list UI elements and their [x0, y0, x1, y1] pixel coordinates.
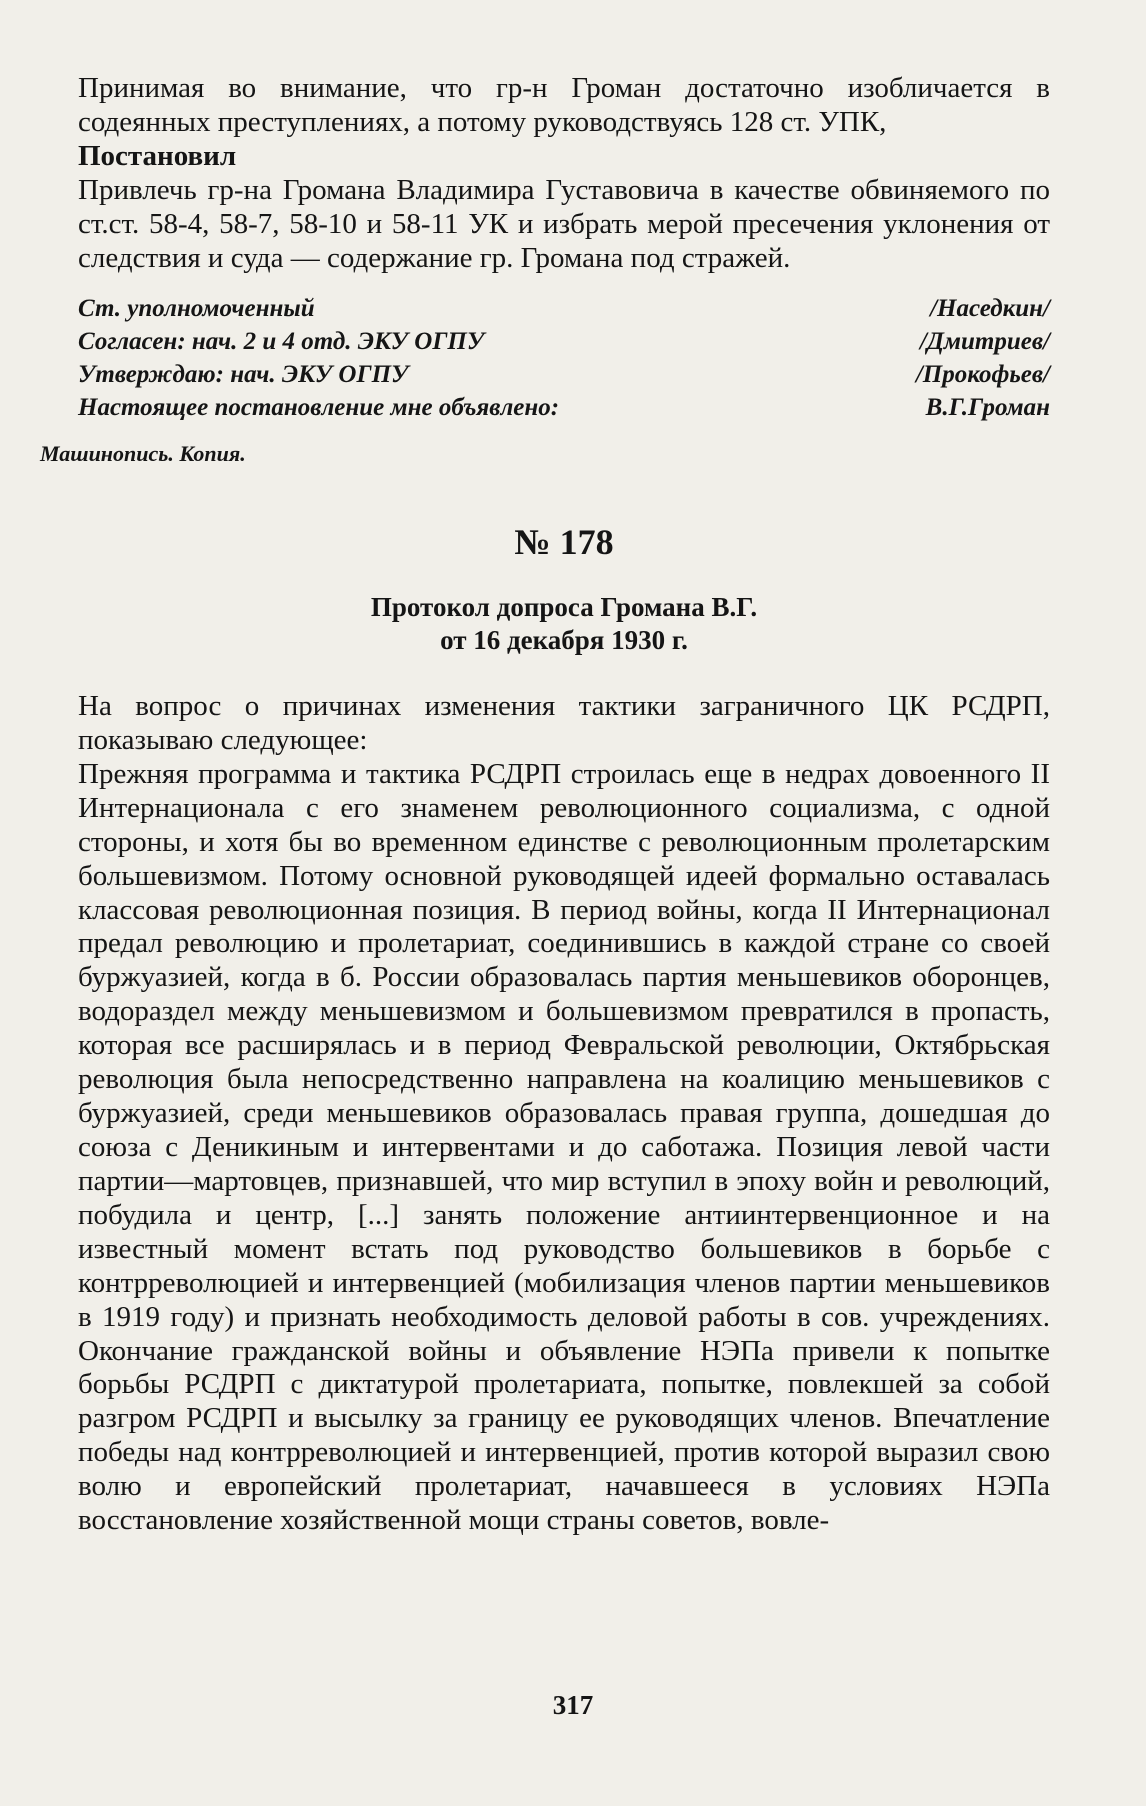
signature-role: Ст. уполномоченный — [78, 294, 315, 322]
document-title-line: Протокол допроса Громана В.Г. — [370, 591, 758, 622]
document-number: № 178 — [514, 521, 614, 562]
page-number: 317 — [552, 1690, 594, 1720]
signature-role: Настоящее постановление мне объявлено: — [78, 394, 560, 422]
document-body — [78, 690, 1050, 1538]
signature-row — [78, 292, 1050, 325]
paragraph: Привлечь гр-на Громана Владимира Густавовича в качестве обвиняемого по ст.ст. 58-4, 58-7, 58-10 и 58-11 УК и избрать мерой пресечения уклонения от следствия и суда — содержание гр. Громана под стражей. — [78, 173, 1050, 274]
document-title-line: от 16 декабря 1930 г. — [440, 625, 688, 656]
resolution-heading: Постановил — [78, 139, 237, 172]
paragraph: На вопрос о причинах изменения тактики заграничного ЦК РСДРП, показываю следующее: — [78, 690, 1050, 756]
signature-row — [78, 358, 1050, 391]
signature-block — [78, 292, 1050, 425]
signature-role: Согласен: нач. 2 и 4 отд. ЭКУ ОГПУ — [78, 327, 485, 355]
signature-name: /Наседкин/ — [930, 294, 1050, 322]
signature-name: /Дмитриев/ — [919, 327, 1050, 355]
document-title — [78, 591, 1050, 659]
signature-role: Утверждаю: нач. ЭКУ ОГПУ — [78, 361, 409, 389]
paragraph: Прежняя программа и тактика РСДРП строилась еще в недрах довоенного II Интернационала с его знаменем революционного социализма, с одной стороны, и хотя бы во временном единстве с революционным пролетарским большевизмом. Потому основной руководящей идеей формально оставалась классовая революционная позиция. В период войны, когда II Интернационал предал революцию и пролетариат, соединившись в каждой стране со своей буржуазией, когда в б. России образовалась партия меньшевиков оборонцев, водораздел между меньшевизмом и большевизмом превратился в пропасть, которая все расширялась и в период Февральской революции, Октябрьская революция была непосредственно направлена на коалицию меньшевиков с буржуазией, среди меньшевиков образовалась правая группа, дошедшая до союза с Деникиным и интервентами и до саботажа. Позиция левой части партии—мартовцев, признавшей, что мир вступил в эпоху войн и революций, побудила и центр, [...] занять положение антиинтервенционное и на известный момент встать под руководство большевиков в борьбе с контрреволюцией и интервенцией (мобилизация членов партии меньшевиков в 1919 году) и признать необходимость деловой работы в сов. учреждениях. Окончание гражданской войны и объявление НЭПа привели к попытке борьбы РСДРП с диктатурой пролетариата, попытке, повлекшей за собой разгром РСДРП и высылку за границу ее руководящих членов. Впечатление победы над контрреволюцией и интервенцией, против которой выразил свою волю и европейский пролетариат, начавшееся в условиях НЭПа восстановление хозяйственной мощи страны советов, вовле- — [78, 757, 1050, 1537]
signature-name: /Прокофьев/ — [915, 361, 1050, 389]
signature-name: В.Г.Громан — [925, 394, 1050, 422]
archival-note: Машинопись. Копия. — [40, 440, 246, 466]
signature-row — [78, 325, 1050, 358]
paragraph: Принимая во внимание, что гр-н Громан достаточно изобличается в содеянных преступлениях, а потому руководствуясь 128 ст. УПК, — [78, 72, 1050, 138]
signature-row — [78, 391, 1050, 424]
